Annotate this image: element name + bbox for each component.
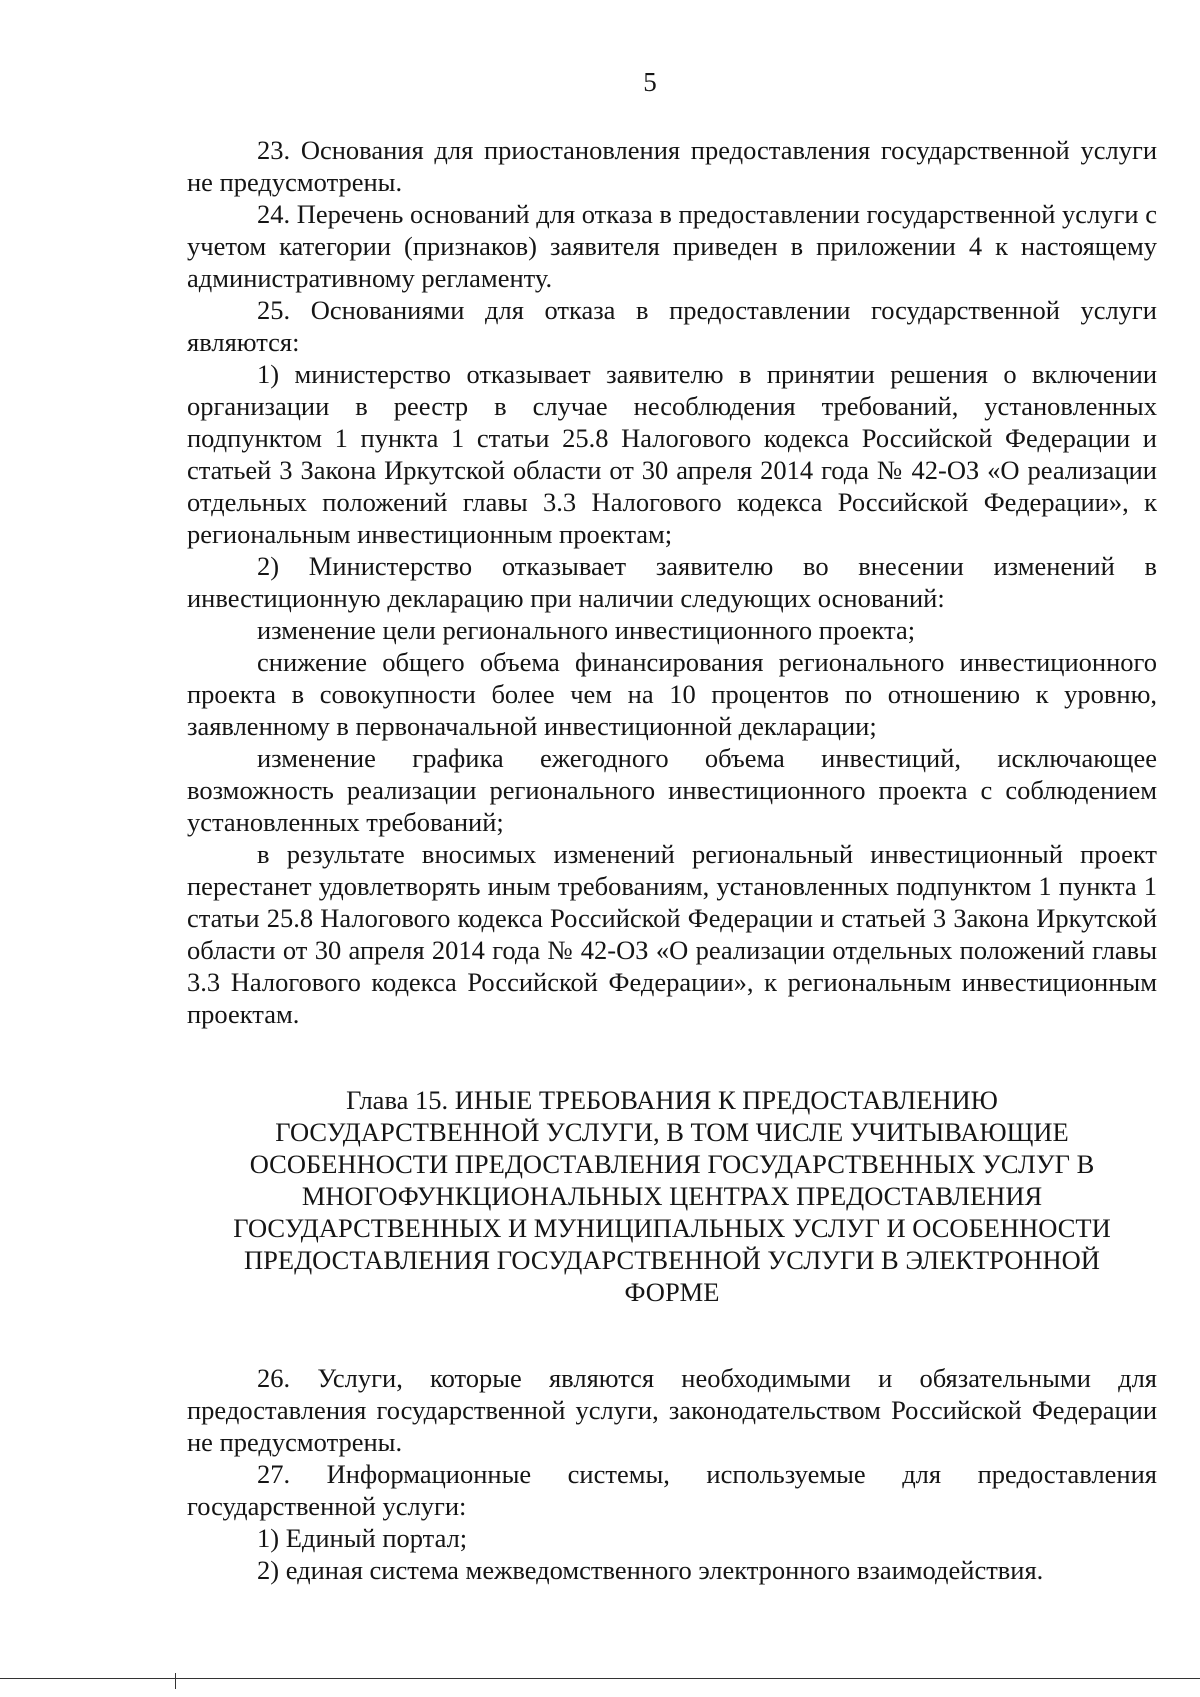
paragraph-24: 24. Перечень оснований для отказа в предоставлении государственной услуги с учетом категории (признаков) заявителя приведен в приложении 4 к настоящему административному регламенту. bbox=[187, 199, 1157, 293]
chapter-title-line: ГОСУДАРСТВЕННОЙ УСЛУГИ, В ТОМ ЧИСЛЕ УЧИТЫВАЮЩИЕ bbox=[275, 1117, 1069, 1147]
paragraph-25-item-2-reason-2: снижение общего объема финансирования регионального инвестиционного проекта в совокупности более чем на 10 процентов по отношению к уровню, заявленному в первоначальной инвестиционной декларации; bbox=[187, 647, 1157, 741]
chapter-15-body bbox=[187, 1362, 1157, 1586]
chapter-title-line: ПРЕДОСТАВЛЕНИЯ ГОСУДАРСТВЕННОЙ УСЛУГИ В ЭЛЕКТРОННОЙ bbox=[244, 1245, 1100, 1275]
paragraph-25-item-2: 2) Министерство отказывает заявителю во внесении изменений в инвестиционную декларацию при наличии следующих оснований: bbox=[187, 551, 1157, 613]
paragraph-27-item-1: 1) Единый портал; bbox=[257, 1523, 468, 1553]
paragraph-26: 26. Услуги, которые являются необходимыми и обязательными для предоставления государственной услуги, законодательством Российской Федерации не предусмотрены. bbox=[187, 1363, 1157, 1457]
chapter-title-line: Глава 15. ИНЫЕ ТРЕБОВАНИЯ К ПРЕДОСТАВЛЕНИЮ bbox=[346, 1085, 998, 1115]
paragraph-27: 27. Информационные системы, используемые для предоставления государственной услуги: bbox=[187, 1459, 1157, 1521]
paragraph-23: 23. Основания для приостановления предоставления государственной услуги не предусмотрены. bbox=[187, 135, 1157, 197]
document-body bbox=[187, 134, 1157, 1586]
paragraph-25: 25. Основаниями для отказа в предоставлении государственной услуги являются: bbox=[187, 295, 1157, 357]
chapter-title-line: ОСОБЕННОСТИ ПРЕДОСТАВЛЕНИЯ ГОСУДАРСТВЕННЫХ УСЛУГ В bbox=[249, 1149, 1095, 1179]
chapter-15-title bbox=[187, 1084, 1157, 1308]
chapter-title-line: ГОСУДАРСТВЕННЫХ И МУНИЦИПАЛЬНЫХ УСЛУГ И ОСОБЕННОСТИ bbox=[233, 1213, 1111, 1243]
paragraph-27-item-2: 2) единая система межведомственного электронного взаимодействия. bbox=[257, 1555, 1044, 1585]
page-bottom-tick bbox=[175, 1673, 176, 1689]
paragraph-25-item-2-reason-3: изменение графика ежегодного объема инвестиций, исключающее возможность реализации регионального инвестиционного проекта с соблюдением установленных требований; bbox=[187, 743, 1157, 837]
page-bottom-rule bbox=[0, 1678, 1200, 1679]
paragraph-25-item-1: 1) министерство отказывает заявителю в принятии решения о включении организации в реестр в случае несоблюдения требований, установленных подпунктом 1 пункта 1 статьи 25.8 Налогового кодекса Российской Федерации и статьей 3 Закона Иркутской области от 30 апреля 2014 года № 42-ОЗ «О реализации отдельных положений главы 3.3 Налогового кодекса Российской Федерации», к региональным инвестиционным проектам; bbox=[187, 359, 1157, 549]
chapter-title-line: МНОГОФУНКЦИОНАЛЬНЫХ ЦЕНТРАХ ПРЕДОСТАВЛЕНИЯ bbox=[301, 1181, 1043, 1211]
paragraph-25-item-2-reason-4: в результате вносимых изменений региональный инвестиционный проект перестанет удовлетворять иным требованиям, установленных подпунктом 1 пункта 1 статьи 25.8 Налогового кодекса Российской Федерации и статьей 3 Закона Иркутской области от 30 апреля 2014 года № 42-ОЗ «О реализации отдельных положений главы 3.3 Налогового кодекса Российской Федерации», к региональным инвестиционным проектам. bbox=[187, 839, 1157, 1029]
paragraph-25-item-2-reason-1: изменение цели регионального инвестиционного проекта; bbox=[257, 615, 916, 645]
chapter-title-line: ФОРМЕ bbox=[624, 1277, 720, 1307]
page-number: 5 bbox=[643, 67, 657, 97]
